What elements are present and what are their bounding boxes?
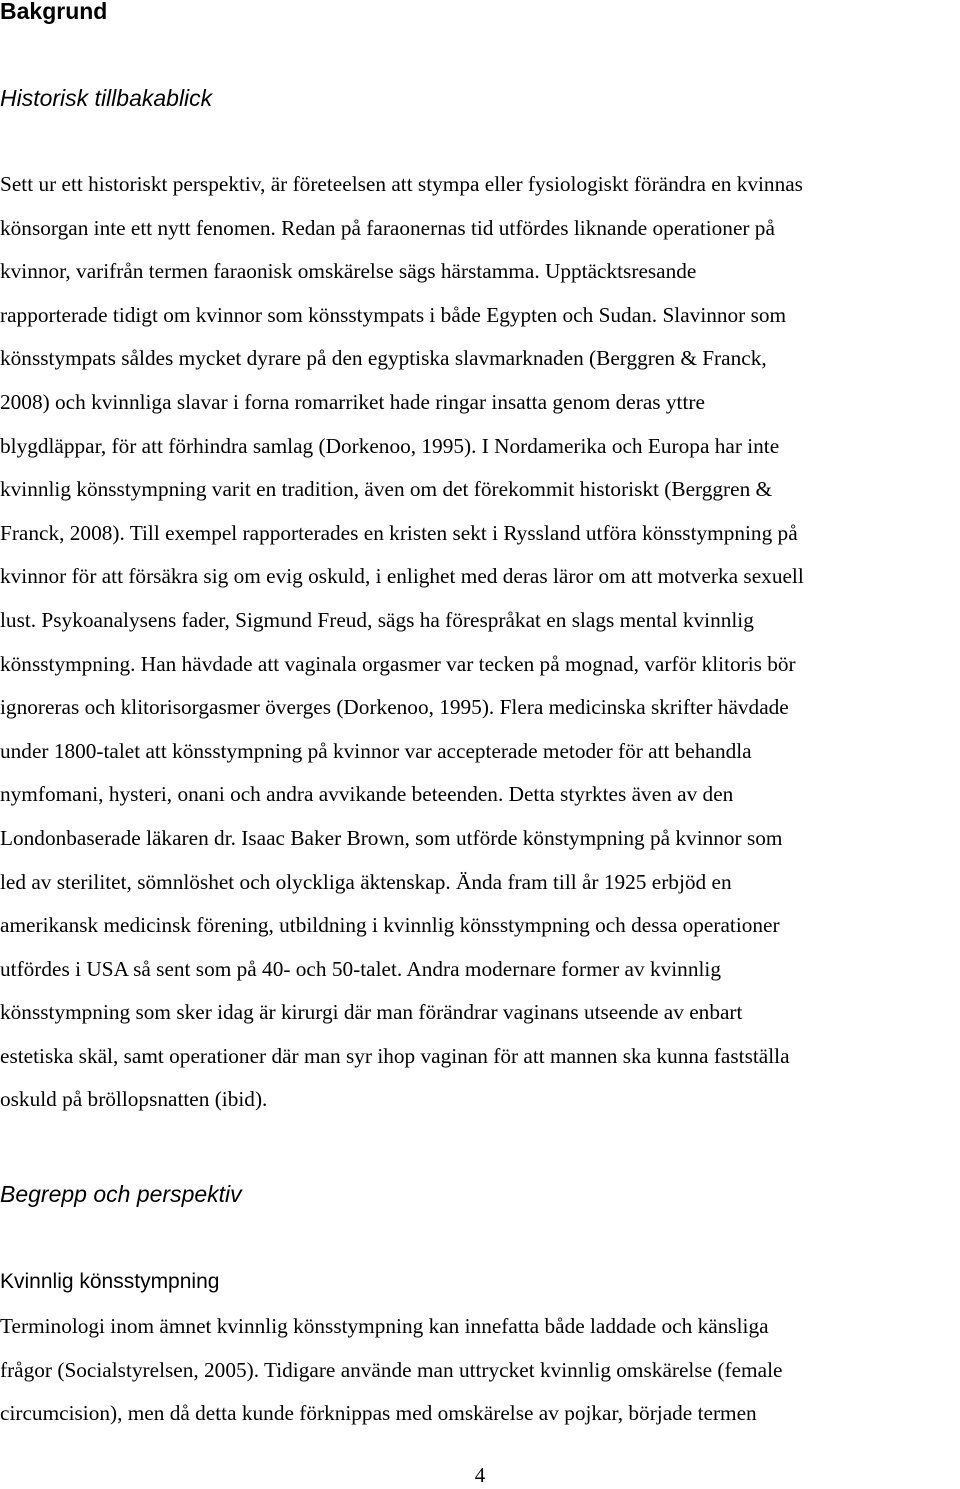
paragraph-line: Sett ur ett historiskt perspektiv, är företeelsen att stympa eller fysiologiskt förändra en kvinnas: [0, 172, 803, 196]
paragraph-line: under 1800-talet att könsstympning på kvinnor var accepterade metoder för att behandla: [0, 738, 752, 763]
paragraph-history: [0, 163, 958, 1122]
paragraph-terminology: [0, 1305, 958, 1436]
paragraph-line: lust. Psykoanalysens fader, Sigmund Freud, sägs ha förespråkat en slags mental kvinnlig: [0, 607, 754, 632]
subsection-title-history: Historisk tillbakablick: [0, 85, 213, 111]
paragraph-line: blygdläppar, för att förhindra samlag (Dorkenoo, 1995). I Nordamerika och Europa har inte: [0, 433, 780, 458]
paragraph-line: led av sterilitet, sömnlöshet och olyckliga äktenskap. Ända fram till år 1925 erbjöd en: [0, 869, 732, 894]
paragraph-line: circumcision), men då detta kunde förknippas med omskärelse av pojkar, började termen: [0, 1401, 757, 1426]
paragraph-line: kvinnor, varifrån termen faraonisk omskärelse sägs härstamma. Upptäcktsresande: [0, 259, 697, 284]
paragraph-line: kvinnlig könsstympning varit en tradition, även om det förekommit historiskt (Berggren &: [0, 477, 773, 502]
paragraph-line: nymfomani, hysteri, onani och andra avvikande beteenden. Detta styrktes även av den: [0, 782, 734, 807]
paragraph-line: frågor (Socialstyrelsen, 2005). Tidigare använde man uttrycket kvinnlig omskärelse (female: [0, 1357, 783, 1382]
paragraph-line: oskuld på bröllopsnatten (ibid).: [0, 1087, 268, 1112]
section-title: Bakgrund: [0, 0, 108, 24]
paragraph-line: Terminologi inom ämnet kvinnlig könsstympning kan innefatta både laddade och känsliga: [0, 1314, 769, 1338]
paragraph-line: könsstympning. Han hävdade att vaginala orgasmer var tecken på mognad, varför klitoris bör: [0, 651, 796, 676]
paragraph-line: kvinnor för att försäkra sig om evig oskuld, i enlighet med deras läror om att motverka sexuell: [0, 564, 804, 589]
subsection-title-concepts: Begrepp och perspektiv: [0, 1181, 242, 1207]
paragraph-line: Franck, 2008). Till exempel rapporterades en kristen sekt i Ryssland utföra könsstympning på: [0, 520, 798, 545]
paragraph-line: könsstympats såldes mycket dyrare på den egyptiska slavmarknaden (Berggren & Franck,: [0, 346, 767, 371]
paragraph-line: utfördes i USA så sent som på 40- och 50-talet. Andra modernare former av kvinnlig: [0, 956, 721, 981]
paragraph-line: könsstympning som sker idag är kirurgi där man förändrar vaginans utseende av enbart: [0, 1000, 743, 1025]
paragraph-line: estetiska skäl, samt operationer där man syr ihop vaginan för att mannen ska kunna fastställa: [0, 1043, 790, 1068]
paragraph-line: amerikansk medicinsk förening, utbildning i kvinnlig könsstympning och dessa operationer: [0, 913, 780, 938]
paragraph-line: Londonbaserade läkaren dr. Isaac Baker Brown, som utförde könstympning på kvinnor som: [0, 825, 783, 850]
paragraph-line: könsorgan inte ett nytt fenomen. Redan på faraonernas tid utfördes liknande operationer på: [0, 215, 775, 240]
paragraph-line: 2008) och kvinnliga slavar i forna romarriket hade ringar insatta genom deras yttre: [0, 389, 705, 414]
page-number: 4: [474, 1463, 486, 1487]
paragraph-line: ignoreras och klitorisorgasmer överges (Dorkenoo, 1995). Flera medicinska skrifter hävdade: [0, 695, 789, 720]
subsubsection-title-fgm: Kvinnlig könsstympning: [0, 1270, 220, 1293]
paragraph-line: rapporterade tidigt om kvinnor som könsstympats i både Egypten och Sudan. Slavinnor som: [0, 302, 787, 327]
